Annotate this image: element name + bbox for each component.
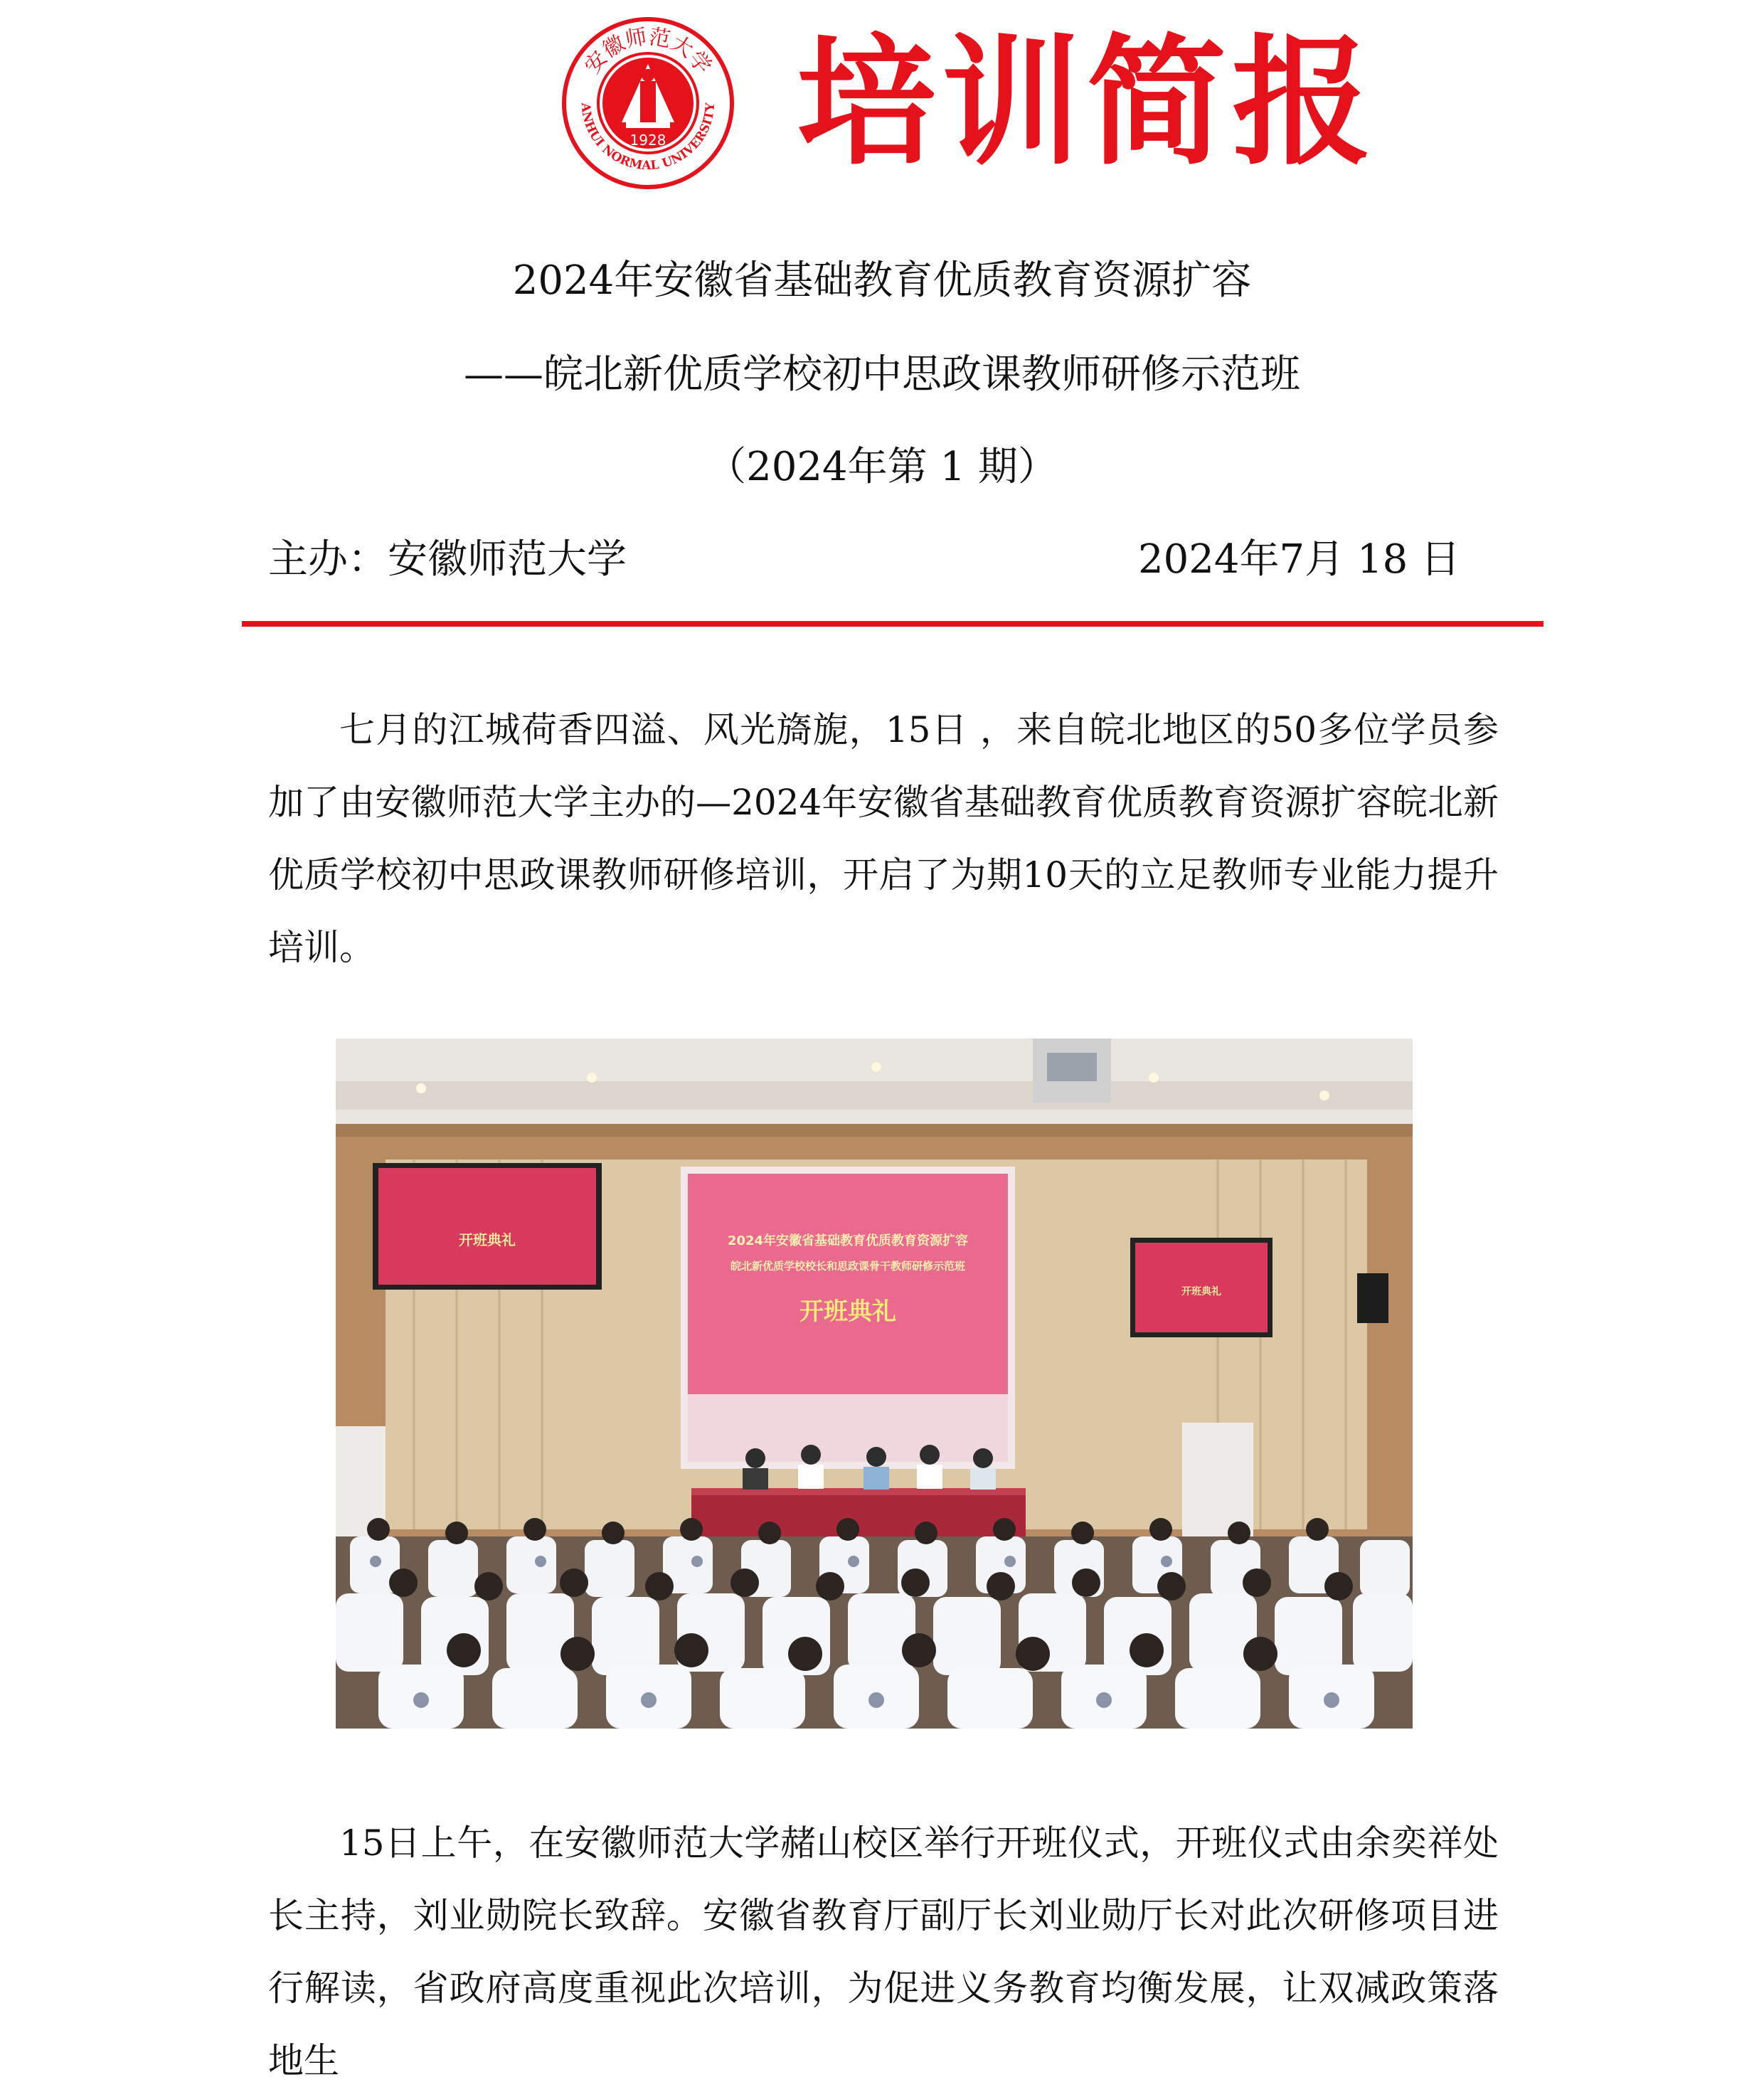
- logo-year: 1928: [629, 132, 666, 149]
- anhui-normal-university-seal-icon: [560, 16, 735, 191]
- body-paragraph-1: 七月的江城荷香四溢、风光旖旎，15日 ，来自皖北地区的50多位学员参加了由安徽师范大学主办的—2024年安徽省基础教育优质教育资源扩容皖北新优质学校初中思政课教师研修培训，开启了为期10天的立足教师专业能力提升培训。: [268, 709, 1499, 968]
- side-screen-heading-left: 开班典礼: [459, 1231, 516, 1248]
- main-screen-heading: 开班典礼: [799, 1297, 896, 1326]
- issue-date: 2024年7月 18 日: [1138, 536, 1461, 583]
- body-paragraph-2: 15日上午，在安徽师范大学赭山校区举行开班仪式，开班仪式由余奕祥处长主持，刘业勋院长致辞。安徽省教育厅副厅长刘业勋厅长对此次研修项目进行解读，省政府高度重视此次培训，为促进义务教育均衡发展，让双减政策落地生: [268, 1822, 1499, 2081]
- main-screen-line-2: 皖北新优质学校校长和思政课骨干教师研修示范班: [730, 1260, 966, 1273]
- logo-arc-en: ANHUI NORMAL UNIVERSITY: [578, 102, 718, 174]
- title-line-1: 2024年安徽省基础教育优质教育资源扩容: [512, 258, 1252, 304]
- university-logo: [560, 16, 735, 191]
- title-line-2: ——皖北新优质学校初中思政课教师研修示范班: [464, 351, 1300, 398]
- red-divider: [242, 621, 1544, 627]
- sponsor-label: 主办：安徽师范大学: [268, 536, 627, 583]
- logo-arc-cn: 安徽师范大学: [580, 24, 716, 79]
- issue-number: （2024年第 1 期）: [706, 444, 1058, 490]
- side-screen-heading-right: 开班典礼: [1181, 1286, 1221, 1297]
- main-screen-line-1: 2024年安徽省基础教育优质教育资源扩容: [727, 1233, 969, 1248]
- masthead-title: 培训简报: [797, 22, 1378, 184]
- ceremony-photo: [336, 1039, 1413, 1729]
